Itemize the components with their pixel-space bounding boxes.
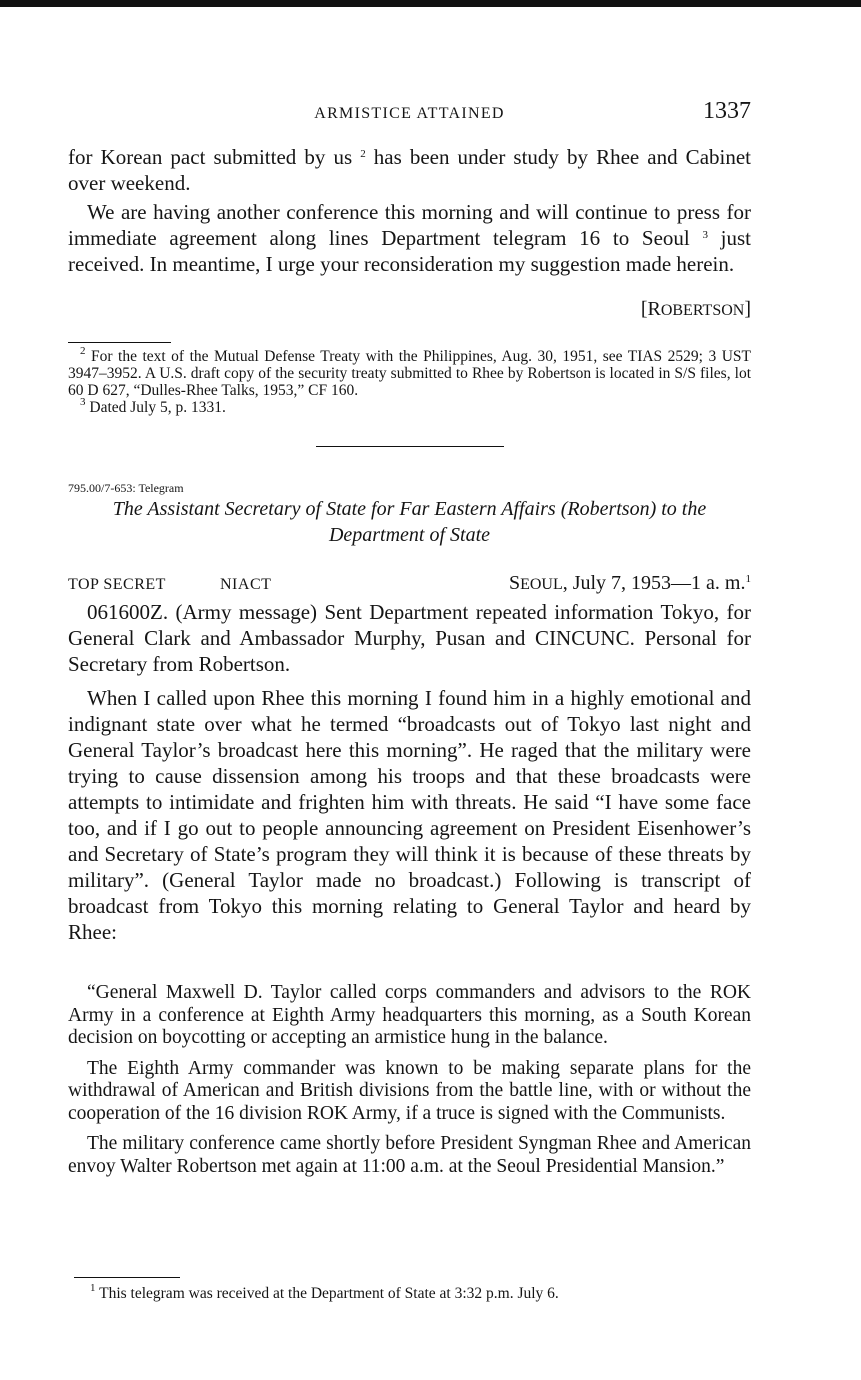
quote-paragraph: The Eighth Army commander was known to be making separate plans for the withdrawal of American and British divisions from the battle line, with or without the cooperation of the 16 division ROK Army, if a truce is signed with the Communists. [68,1057,751,1124]
footnote-ref: 1 [745,573,751,585]
paragraph: 061600Z. (Army message) Sent Department repeated information Tokyo, for General Clark and Ambassador Murphy, Pusan and CINCUNC. Personal for Secretary from Robertson. [68,600,751,676]
signature-rest: OBERTSON [660,302,745,319]
text-run: just received. In meantime, I urge your reconsideration my suggestion made herein. [68,226,751,276]
footnote-rule [74,1277,180,1278]
section-divider [316,446,504,447]
text-run: has been under study by Rhee and Cabinet over weekend. [68,145,751,195]
footnote [68,1284,751,1304]
footnote-rule [68,342,171,343]
classification-line [68,572,751,598]
running-head-title: ARMISTICE ATTAINED [314,105,505,122]
footnotes [68,1284,751,1304]
signature [641,298,751,321]
page-top-edge [0,0,861,7]
quoted-transcript [68,982,751,1178]
footnote-text: This telegram was received at the Department of State at 3:32 p.m. July 6. [95,1285,559,1302]
running-head [68,100,751,130]
quote-paragraph: The military conference came shortly before President Syngman Rhee and American envoy Walter Robertson met again at 11:00 a.m. at the Seoul Presidential Mansion.” [68,1133,751,1177]
footnote-text: Dated July 5, p. 1331. [85,399,226,416]
footnote-text: For the text of the Mutual Defense Treaty with the Philippines, Aug. 30, 1951, see TIAS 2529; 3 UST 3947–3952. A U.S. draft copy of the security treaty submitted to Rhee by Robertson is located in S/S files, lot 60 D 627, “Dulles-Rhee Talks, 1953,” CF 160. [68,348,751,399]
city-initial: S [508,572,521,594]
file-reference: 795.00/7-653: Telegram [68,481,184,495]
paragraph: When I called upon Rhee this morning I found him in a highly emotional and indignant state over what he termed “broadcasts out of Tokyo last night and General Taylor’s broadcast here this morning”. He raged that the military were trying to cause dissension among his troops and that these broadcasts were attempts to intimidate and frighten him with threats. He said “I have some face too, and if I go out to people announcing agreement on President Eisenhower’s and Secretary of State’s program they will think it is because of these threats by military”. (General Taylor made no broadcast.) Following is transcript of broadcast from Tokyo this morning relating to General Taylor and heard by Rhee: [68,686,751,944]
bracket: [ [640,298,648,320]
date-time: , July 7, 1953—1 a. m. [562,572,746,594]
telegram-body [68,599,751,945]
quote-paragraph: “General Maxwell D. Taylor called corps commanders and advisors to the ROK Army in a conference at Eighth Army headquarters this morning, as a South Korean decision on boycotting or accepting an armistice hung in the balance. [68,982,751,1048]
page-number: 1337 [703,98,751,124]
bracket: ] [744,298,751,320]
signature-initial: R [647,298,661,320]
footnote [68,396,751,416]
footnote [68,345,751,399]
city-rest: EOUL [520,576,563,593]
classification: TOP SECRET [68,576,166,593]
footnote-marker: 3 [80,396,86,408]
text-run: for Korean pact submitted by us [68,145,353,169]
dateline [509,572,751,595]
continued-text [68,144,751,277]
precedence: NIACT [220,576,272,593]
footnotes [68,345,751,416]
footnote-marker: 2 [80,345,86,357]
footnote-ref: 2 [360,148,366,160]
footnote-ref: 3 [702,229,708,241]
text-run: We are having another conference this morning and will continue to press for immediate agreement along lines Department telegram 16 to Seoul [68,200,751,250]
paragraph [68,199,751,277]
footnote-marker: 1 [90,1282,96,1294]
paragraph [68,144,751,196]
document-heading: The Assistant Secretary of State for Far Eastern Affairs (Robertson) to the Department of State [112,498,707,546]
